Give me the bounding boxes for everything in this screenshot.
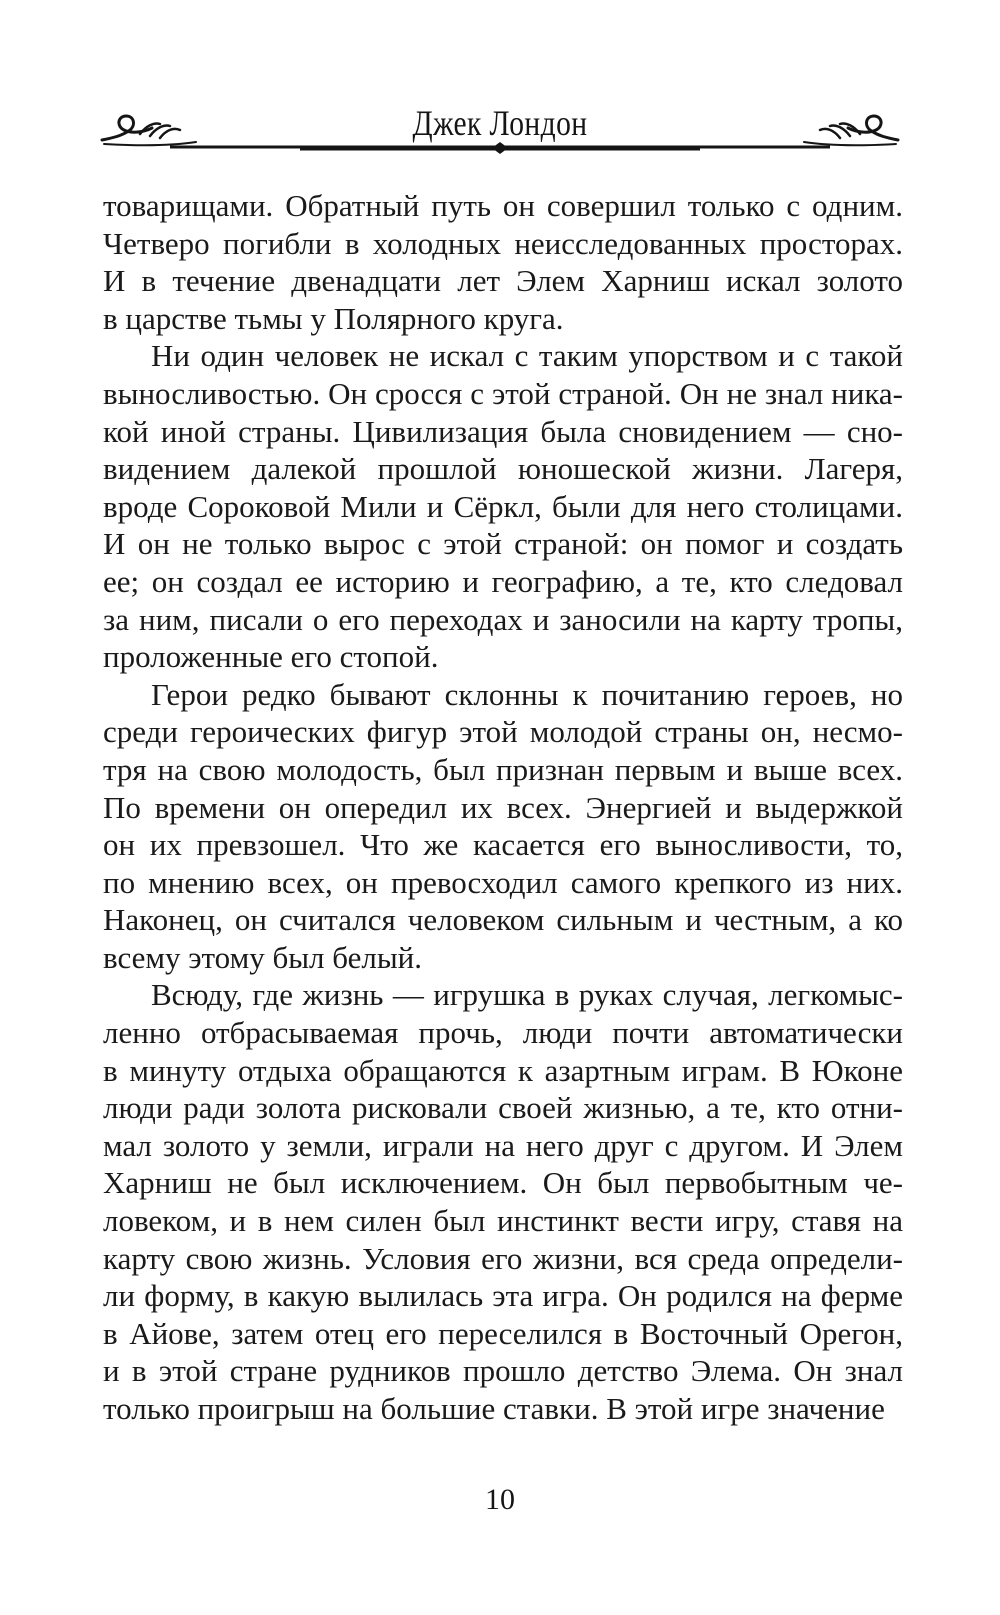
text-line: Наконец, он считался человеком сильным и честным, а ко [103, 902, 903, 938]
text-line: По времени он опередил их всех. Энергией и выдержкой [103, 789, 903, 825]
text-line: кой иной страны. Цивилизация была сновидением — сно- [103, 413, 903, 449]
text-line: Герои редко бывают склонны к почитанию героев, но [151, 676, 903, 712]
text-line: среди героических фигур этой молодой страны он, несмо- [103, 714, 903, 750]
text-line: Четверо погибли в холодных неисследованных просторах. [103, 225, 903, 261]
text-line: Харниш не был исключением. Он был первобытным че- [103, 1165, 903, 1201]
text-line: ловеком, и в нем силен был инстинкт вести игру, ставя на [103, 1203, 903, 1239]
paragraph [103, 187, 903, 337]
text-line: Ни один человек не искал с таким упорством и с такой [151, 338, 903, 374]
header-title: Джек Лондон [412, 103, 588, 143]
text-line: в царстве тьмы у Полярного круга. [103, 300, 564, 336]
text-line: выносливостью. Он сросся с этой страной. Он не знал ника- [103, 375, 903, 411]
paragraph [103, 976, 903, 1427]
text-line: в минуту отдыха обращаются к азартным играм. В Юконе [103, 1052, 903, 1088]
text-line: проложенные его стопой. [103, 639, 439, 675]
paragraph [103, 337, 903, 675]
text-line: товарищами. Обратный путь он совершил только с одним. [103, 188, 903, 223]
text-line: мал золото у земли, играли на него друг с другом. И Элем [103, 1127, 903, 1163]
text-line: И в течение двенадцати лет Элем Харниш искал золото [103, 263, 903, 299]
text-line: ленно отбрасываемая прочь, люди почти автоматически [103, 1015, 903, 1051]
body-text [103, 187, 903, 1428]
text-line: всему этому был белый. [103, 939, 423, 975]
text-line: карту свою жизнь. Условия его жизни, вся среда определи- [103, 1240, 903, 1276]
text-line: вроде Сороковой Мили и Сёркл, были для него столицами. [103, 488, 903, 524]
page-number: 10 [485, 1483, 515, 1516]
text-line: он их превзошел. Что же касается его выносливости, то, [103, 827, 903, 863]
text-line: ли форму, в какую вылилась эта игра. Он родился на ферме [103, 1278, 903, 1314]
text-line: ее; он создал ее историю и географию, а те, кто следовал [103, 563, 903, 599]
text-line: только проигрыш на большие ставки. В этой игре значение [103, 1391, 885, 1426]
text-line: Всюду, где жизнь — игрушка в руках случая, легкомыс- [151, 977, 903, 1013]
paragraph [103, 676, 903, 977]
text-line: видением далекой прошлой юношеской жизни. Лагеря, [103, 451, 903, 487]
text-line: И он не только вырос с этой страной: он помог и создать [103, 526, 903, 562]
text-line: тря на свою молодость, был признан первым и выше всех. [103, 751, 903, 787]
text-line: по мнению всех, он превосходил самого крепкого из них. [103, 864, 903, 900]
running-header [100, 90, 900, 170]
text-line: люди ради золота рисковали своей жизнью, а те, кто отни- [103, 1090, 903, 1126]
text-line: и в этой стране рудников прошло детство Элема. Он знал [103, 1353, 903, 1389]
text-line: за ним, писали о его переходах и заносили на карту тропы, [103, 601, 903, 637]
text-line: в Айове, затем отец его переселился в Восточный Орегон, [103, 1315, 903, 1351]
